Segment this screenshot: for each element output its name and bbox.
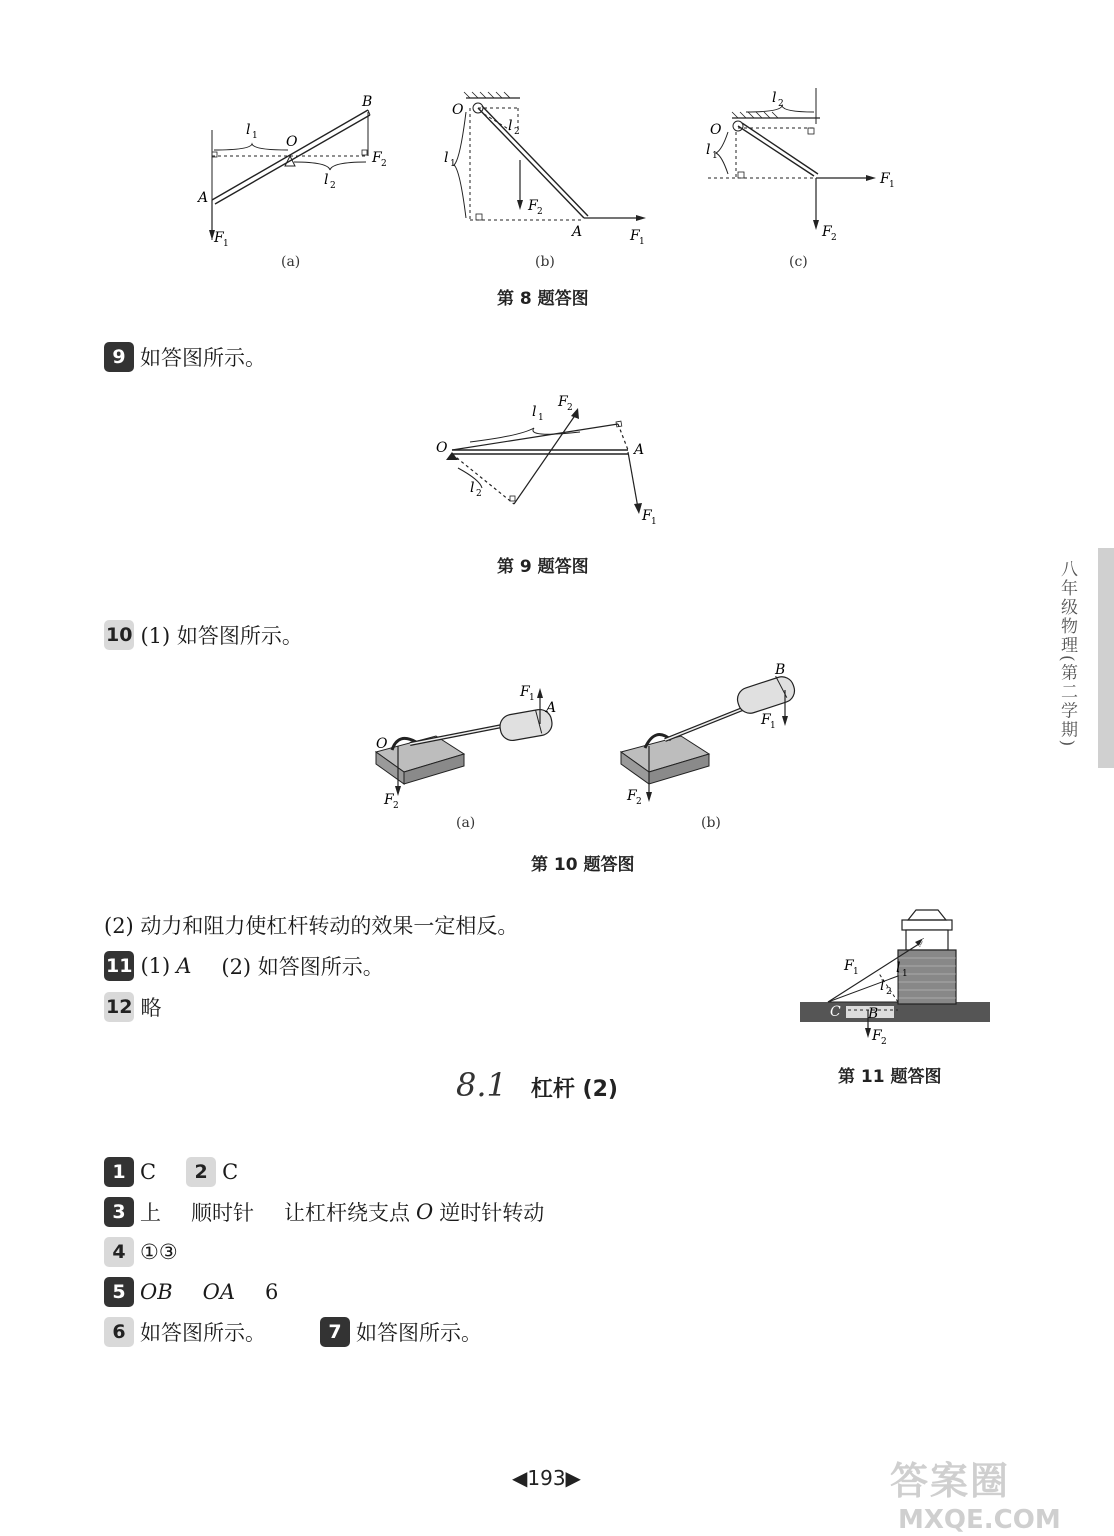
answer-5-line — [104, 1277, 278, 1307]
fig10b-B: B — [775, 662, 786, 678]
fig8c-F2: F — [822, 224, 832, 240]
fig11-diagram — [798, 906, 994, 1052]
fig8c-l2-sub: 2 — [778, 99, 784, 109]
fig8b-l1-sub: 1 — [450, 159, 456, 169]
fig8a-l1-sub: 1 — [252, 131, 258, 141]
fig10b-F1-sub: 1 — [770, 721, 776, 731]
fig11-F2-sub: 2 — [881, 1037, 887, 1047]
fig8a-B: B — [362, 94, 373, 110]
fig9-F1-sub: 1 — [651, 517, 657, 527]
fig10b-diagram — [615, 660, 815, 810]
answer-1-2-line — [104, 1157, 238, 1187]
fig10a-diagram — [370, 680, 570, 810]
fig10a-subcaption: (a) — [456, 815, 476, 831]
fig8c-O: O — [710, 122, 722, 138]
watermark-logo-text: 答案圈 — [890, 1459, 1011, 1503]
fig8c-l1-sub: 1 — [712, 151, 718, 161]
a2-badge: 2 — [186, 1157, 216, 1187]
fig8a-l2-sub: 2 — [330, 181, 336, 191]
section-number: 8.1 — [456, 1066, 507, 1104]
fig8-caption: 第 8 题答图 — [497, 289, 589, 309]
fig8a-F1-sub: 1 — [223, 239, 229, 249]
a7-badge: 7 — [320, 1317, 350, 1347]
fig10b-F1: F — [761, 712, 771, 728]
answer-4-line — [104, 1237, 178, 1267]
fig11-l2: l — [880, 978, 885, 994]
fig8b-O: O — [452, 102, 464, 118]
fig8a-F1: F — [214, 230, 224, 246]
answer-6-7-line — [104, 1317, 482, 1347]
q9-line — [104, 342, 266, 372]
a6-badge: 6 — [104, 1317, 134, 1347]
q12-line — [104, 992, 161, 1022]
fig10b-F2-sub: 2 — [636, 797, 642, 807]
fig8c-F1-sub: 1 — [889, 180, 895, 190]
fig11-F1-sub: 1 — [853, 967, 859, 977]
q12-text: 略 — [140, 996, 162, 1020]
q11-p1: (1) — [140, 954, 171, 978]
fig8c-diagram — [700, 88, 910, 248]
q10-part1: (1) 如答图所示。 — [140, 624, 303, 648]
fig10-caption: 第 10 题答图 — [531, 855, 635, 875]
fig8c-subcaption: (c) — [789, 254, 808, 270]
q10-part2-line — [104, 910, 518, 940]
q10-part2: (2) 动力和阻力使杠杆转动的效果一定相反。 — [104, 914, 519, 938]
q12-badge: 12 — [104, 992, 134, 1022]
fig11-B: B — [868, 1006, 879, 1022]
a1-text: C — [140, 1160, 157, 1184]
fig10a-F2-sub: 2 — [393, 801, 399, 810]
fig8a-F2-sub: 2 — [381, 159, 387, 169]
fig10a-A: A — [546, 700, 557, 716]
fig9-A: A — [634, 442, 645, 458]
a7-text: 如答图所示。 — [356, 1321, 482, 1345]
fig8b-l2-sub: 2 — [514, 127, 520, 137]
a3-t2: 顺时针 — [191, 1201, 254, 1225]
a5-t3: 6 — [265, 1280, 279, 1304]
q10-badge: 10 — [104, 620, 134, 650]
fig8c-F2-sub: 2 — [831, 233, 837, 243]
fig9-diagram — [430, 392, 670, 532]
watermark — [890, 1450, 1061, 1535]
fig8b-F2-sub: 2 — [537, 207, 543, 217]
fig11-C: C — [830, 1004, 841, 1020]
fig8a-O: O — [286, 134, 298, 150]
fig8a-diagram — [190, 90, 400, 250]
fig11-A: A — [918, 937, 927, 951]
q11-p2: (2) 如答图所示。 — [221, 955, 384, 979]
a5-badge: 5 — [104, 1277, 134, 1307]
answer-3-line — [104, 1197, 544, 1227]
a6-text: 如答图所示。 — [140, 1321, 266, 1345]
sidebar-tab — [1098, 548, 1114, 768]
section-heading — [456, 1066, 618, 1104]
q9-text: 如答图所示。 — [140, 346, 266, 370]
a4-text: ①③ — [140, 1240, 178, 1264]
fig8c-l2: l — [772, 90, 777, 106]
q11-badge: 11 — [104, 951, 134, 981]
fig11-l1: l — [896, 960, 901, 976]
a5-t1: OB — [140, 1280, 173, 1304]
fig9-caption: 第 9 题答图 — [497, 557, 589, 577]
fig8b-l2: l — [508, 118, 513, 134]
a3-t3: 让杠杆绕支点 — [284, 1201, 410, 1225]
fig11-F2: F — [872, 1028, 882, 1044]
a5-t2: OA — [202, 1280, 236, 1304]
q11-answer: A — [176, 954, 192, 978]
sidebar-book-title: 八年级物理(第二学期) — [1057, 560, 1077, 749]
fig11-F1: F — [844, 958, 854, 974]
fig8b-F1: F — [630, 228, 640, 244]
q9-badge: 9 — [104, 342, 134, 372]
a3-t1: 上 — [140, 1201, 161, 1225]
a3-t5: 逆时针转动 — [439, 1201, 545, 1225]
q11-line — [104, 951, 384, 981]
fig9-F1: F — [642, 508, 652, 524]
fig8b-diagram — [440, 90, 660, 250]
fig9-O: O — [436, 440, 448, 456]
fig8a-A: A — [198, 190, 209, 206]
fig8b-l1: l — [444, 150, 449, 166]
fig8b-subcaption: (b) — [535, 254, 555, 270]
a3-badge: 3 — [104, 1197, 134, 1227]
fig10a-O: O — [376, 736, 388, 752]
fig11-caption: 第 11 题答图 — [838, 1067, 942, 1087]
fig9-l1-sub: 1 — [538, 413, 544, 423]
fig11-l2-sub: 2 — [886, 987, 892, 997]
fig8a-l2: l — [324, 172, 329, 188]
fig8b-A: A — [572, 224, 583, 240]
fig10a-F1-sub: 1 — [529, 693, 535, 703]
q10-line — [104, 620, 303, 650]
fig10a-F2: F — [384, 792, 394, 808]
section-title: 杠杆 (2) — [530, 1077, 618, 1102]
fig9-l2-sub: 2 — [476, 489, 482, 499]
fig10a-F1: F — [520, 684, 530, 700]
fig11-l1-sub: 1 — [902, 969, 908, 979]
fig10b-subcaption: (b) — [701, 815, 721, 831]
watermark-url: MXQE.COM — [898, 1505, 1061, 1535]
a3-t4: O — [416, 1200, 434, 1224]
fig8a-F2: F — [372, 150, 382, 166]
fig8a-l1: l — [246, 122, 251, 138]
fig9-F2-sub: 2 — [567, 403, 573, 413]
fig9-F2: F — [558, 394, 568, 410]
page-number: ◀193▶ — [512, 1466, 581, 1490]
fig8b-F2: F — [528, 198, 538, 214]
a4-badge: 4 — [104, 1237, 134, 1267]
fig8c-l1: l — [706, 142, 711, 158]
a2-text: C — [222, 1160, 239, 1184]
fig8a-subcaption: (a) — [281, 254, 301, 270]
a1-badge: 1 — [104, 1157, 134, 1187]
fig8b-F1-sub: 1 — [639, 237, 645, 247]
fig9-l1: l — [532, 404, 537, 420]
fig8c-F1: F — [880, 171, 890, 187]
fig9-l2: l — [470, 480, 475, 496]
fig10b-F2: F — [627, 788, 637, 804]
